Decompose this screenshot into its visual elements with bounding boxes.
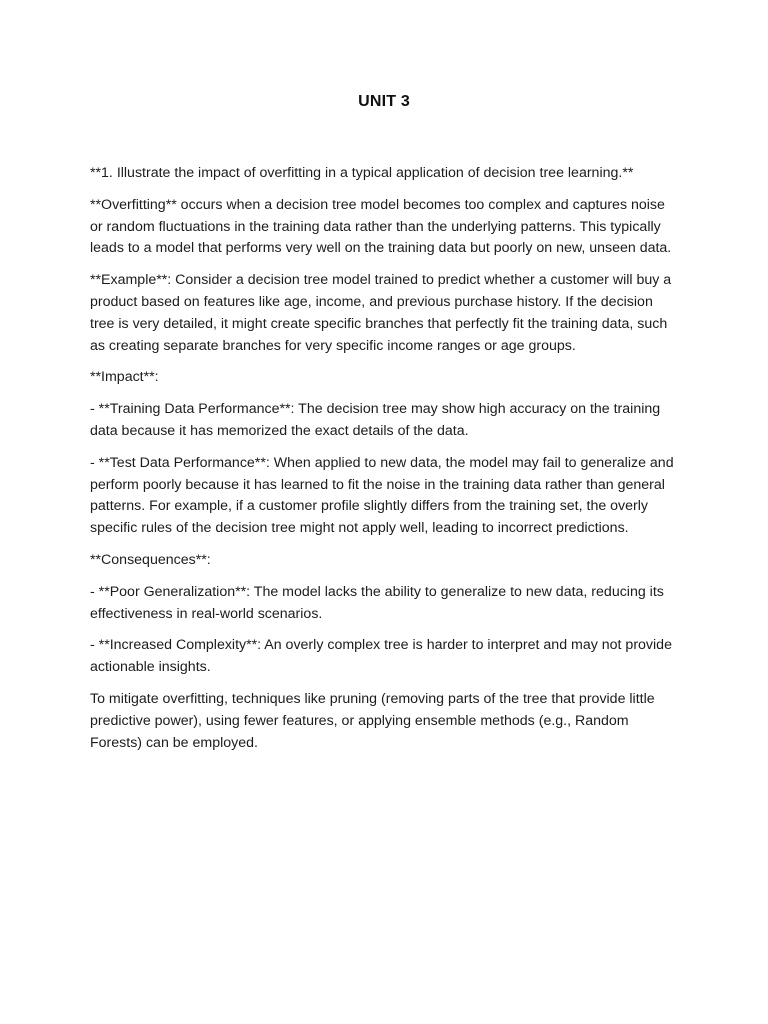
increased-complexity-item: - **Increased Complexity**: An overly complex tree is harder to interpret and may not provide actionable insights. (90, 637, 672, 676)
overfitting-definition-paragraph: **Overfitting** occurs when a decision tree model becomes too complex and captures noise or random fluctuations in the training data rather than the underlying patterns. This typically leads to a model that performs very well on the training data but poorly on new, unseen data. (90, 196, 672, 257)
training-performance-item: - **Training Data Performance**: The decision tree may show high accuracy on the training data because it has memorized the exact details of the data. (90, 401, 661, 439)
example-paragraph: **Example**: Consider a decision tree model trained to predict whether a customer will buy a product based on features like age, income, and previous purchase history. If the decision tree is very detailed, it might create specific branches that perfectly fit the training data, such as creating separate branches for very specific income ranges or age groups. (90, 272, 672, 354)
document-body (90, 163, 680, 764)
question-heading: **1. Illustrate the impact of overfitting in a typical application of decision tree learning.** (90, 165, 634, 181)
test-performance-item: - **Test Data Performance**: When applied to new data, the model may fail to generalize and perform poorly because it has learned to fit the noise in the training data rather than general patterns. For example, if a customer profile slightly differs from the training set, the overly specific rules of the decision tree might not apply well, leading to incorrect predictions. (90, 454, 674, 537)
poor-generalization-item: - **Poor Generalization**: The model lacks the ability to generalize to new data, reducing its effectiveness in real-world scenarios. (90, 583, 664, 622)
consequences-heading: **Consequences**: (90, 551, 211, 568)
page-title: UNIT 3 (358, 93, 410, 110)
impact-heading: **Impact**: (90, 369, 159, 386)
mitigation-paragraph: To mitigate overfitting, techniques like pruning (removing parts of the tree that provide little predictive power), using fewer features, or applying ensemble methods (e.g., Random Forests) can be employed. (90, 690, 655, 751)
